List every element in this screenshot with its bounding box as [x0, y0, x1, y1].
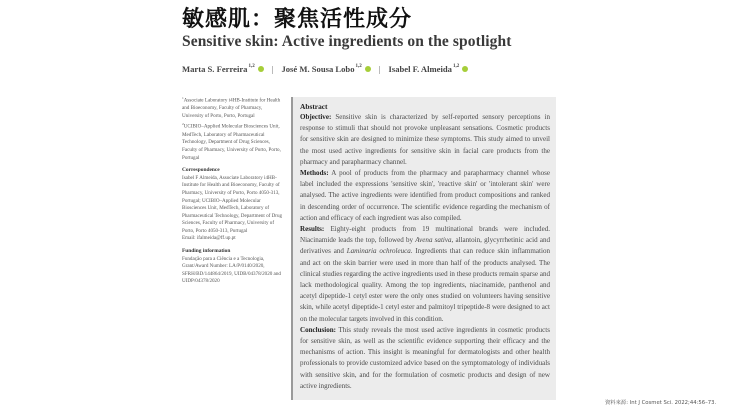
orcid-icon[interactable] [365, 66, 371, 72]
slide-title: 敏感肌：聚焦活性成分 [182, 7, 413, 32]
author-name: Marta S. Ferreira [182, 64, 248, 74]
funding-text: Fundação para a Ciência e a Tecnologia, Grant/Award Number: LA/P/0140/2020, SFRH/BD/144864/2019, UIDB/04378/2020 and UIDP/04378/2020 [182, 255, 281, 285]
author-1 [182, 64, 264, 74]
abstract-methods: Methods: A pool of products from the pharmacy and parapharmacy channel whose label included the expressions 'sensitive skin', 'reactive skin' or 'intolerant skin' were analysed. The active ingredients were identified from product compositions and ranked in descending order of occurrence. The scientific evidence regarding the mechanism of action and efficacy of each ingredient was also compiled. [300, 169, 550, 222]
correspondence [182, 167, 284, 243]
author-list [182, 64, 468, 74]
author-affil: 1,2 [452, 63, 460, 69]
funding-heading: Funding information [182, 248, 231, 255]
correspondence-heading: Correspondence [182, 167, 220, 174]
author-3 [389, 64, 469, 74]
orcid-icon[interactable] [258, 66, 264, 72]
affiliation-2: $^2$UCIBIO–Applied Molecular Biosciences Unit, MedTech, Laboratory of Pharmaceutical Technology, Department of Drug Sciences, Faculty of Pharmacy, University of Porto, Porto, Portugal [182, 122, 281, 161]
correspondence-email[interactable]: Email: ifalmeida@ff.up.pt [182, 235, 236, 242]
author-affil: 1,2 [355, 63, 362, 69]
affiliation-1: $^1$Associate Laboratory i4HB-Institute for Health and Bioeconomy, Faculty of Pharmacy, University of Porto, Porto, Portugal [182, 96, 281, 119]
abstract-heading: Abstract [300, 102, 328, 111]
correspondence-text: Isabel F Almeida, Associate Laboratory i4HB-Institute for Health and Bioeconomy, Faculty of Pharmacy, University of Porto, Porto 4050-313, Portugal; UCIBIO–Applied Molecular Biosciences Unit, MedTech, Laboratory of Pharmaceutical Technology, Department of Drug Sciences, Faculty of Pharmacy, University of Porto, Porto 4050-313, Portugal [182, 174, 283, 234]
source-citation: 資料來源: Int J Cosmet Sci. 2022;44:56–73. [605, 400, 717, 406]
abstract-results: Results: Eighty-eight products from 19 multinational brands were included. Niacinamide leads the top, followed by Avena sativa, allantoin, glycyrrhetinic acid and derivatives and Laminaria ochroleuca. Ingredients that can reduce skin inflammation and act on the skin barrier were used in more than half of the products analysed. The clinical studies regarding the active ingredients used in these products remain sparse and lack methodological quality. Among the top ingredients, niacinamide, panthenol and acetyl dipeptide-1 cetyl ester were the only ones studied on volunteers having sensitive skin, while acetyl dipeptide-1 cetyl ester and palmitoyl tripeptide-8 were designed to act on the molecular targets involved in this condition. [300, 225, 550, 323]
author-affil: 1,2 [248, 63, 255, 69]
abstract-objective: Objective: Sensitive skin is characterized by self-reported sensory perceptions in response to stimuli that should not provoke unpleasant sensations. Cosmetic products for sensitive skin are designed to minimize these symptoms. This study aimed to unveil the most used active ingredients for sensitive skin in facial care products from the pharmacy and parapharmacy channel. [300, 113, 550, 166]
abstract-conclusion: Conclusion: This study reveals the most used active ingredients in cosmetic products for sensitive skin, as well as the scientific evidence supporting their efficacy and the mechanisms of action. This insight is meaningful for dermatologists and other health professionals to provide customized advice based on the symptomatology of individuals with sensitive skin, and for the formulation of cosmetic products and design of new active ingredients. [300, 325, 550, 390]
author-separator: | [378, 64, 381, 74]
author-separator: | [271, 64, 274, 74]
author-name: Isabel F. Almeida [388, 64, 452, 74]
paper-title: Sensitive skin: Active ingredients on the spotlight [182, 33, 512, 50]
orcid-icon[interactable] [462, 66, 468, 72]
affiliations [182, 95, 284, 162]
abstract-panel [291, 97, 556, 400]
author-name: José M. Sousa Lobo [281, 64, 355, 74]
author-2 [281, 64, 370, 74]
sidebar-info [182, 95, 284, 291]
funding [182, 248, 284, 286]
